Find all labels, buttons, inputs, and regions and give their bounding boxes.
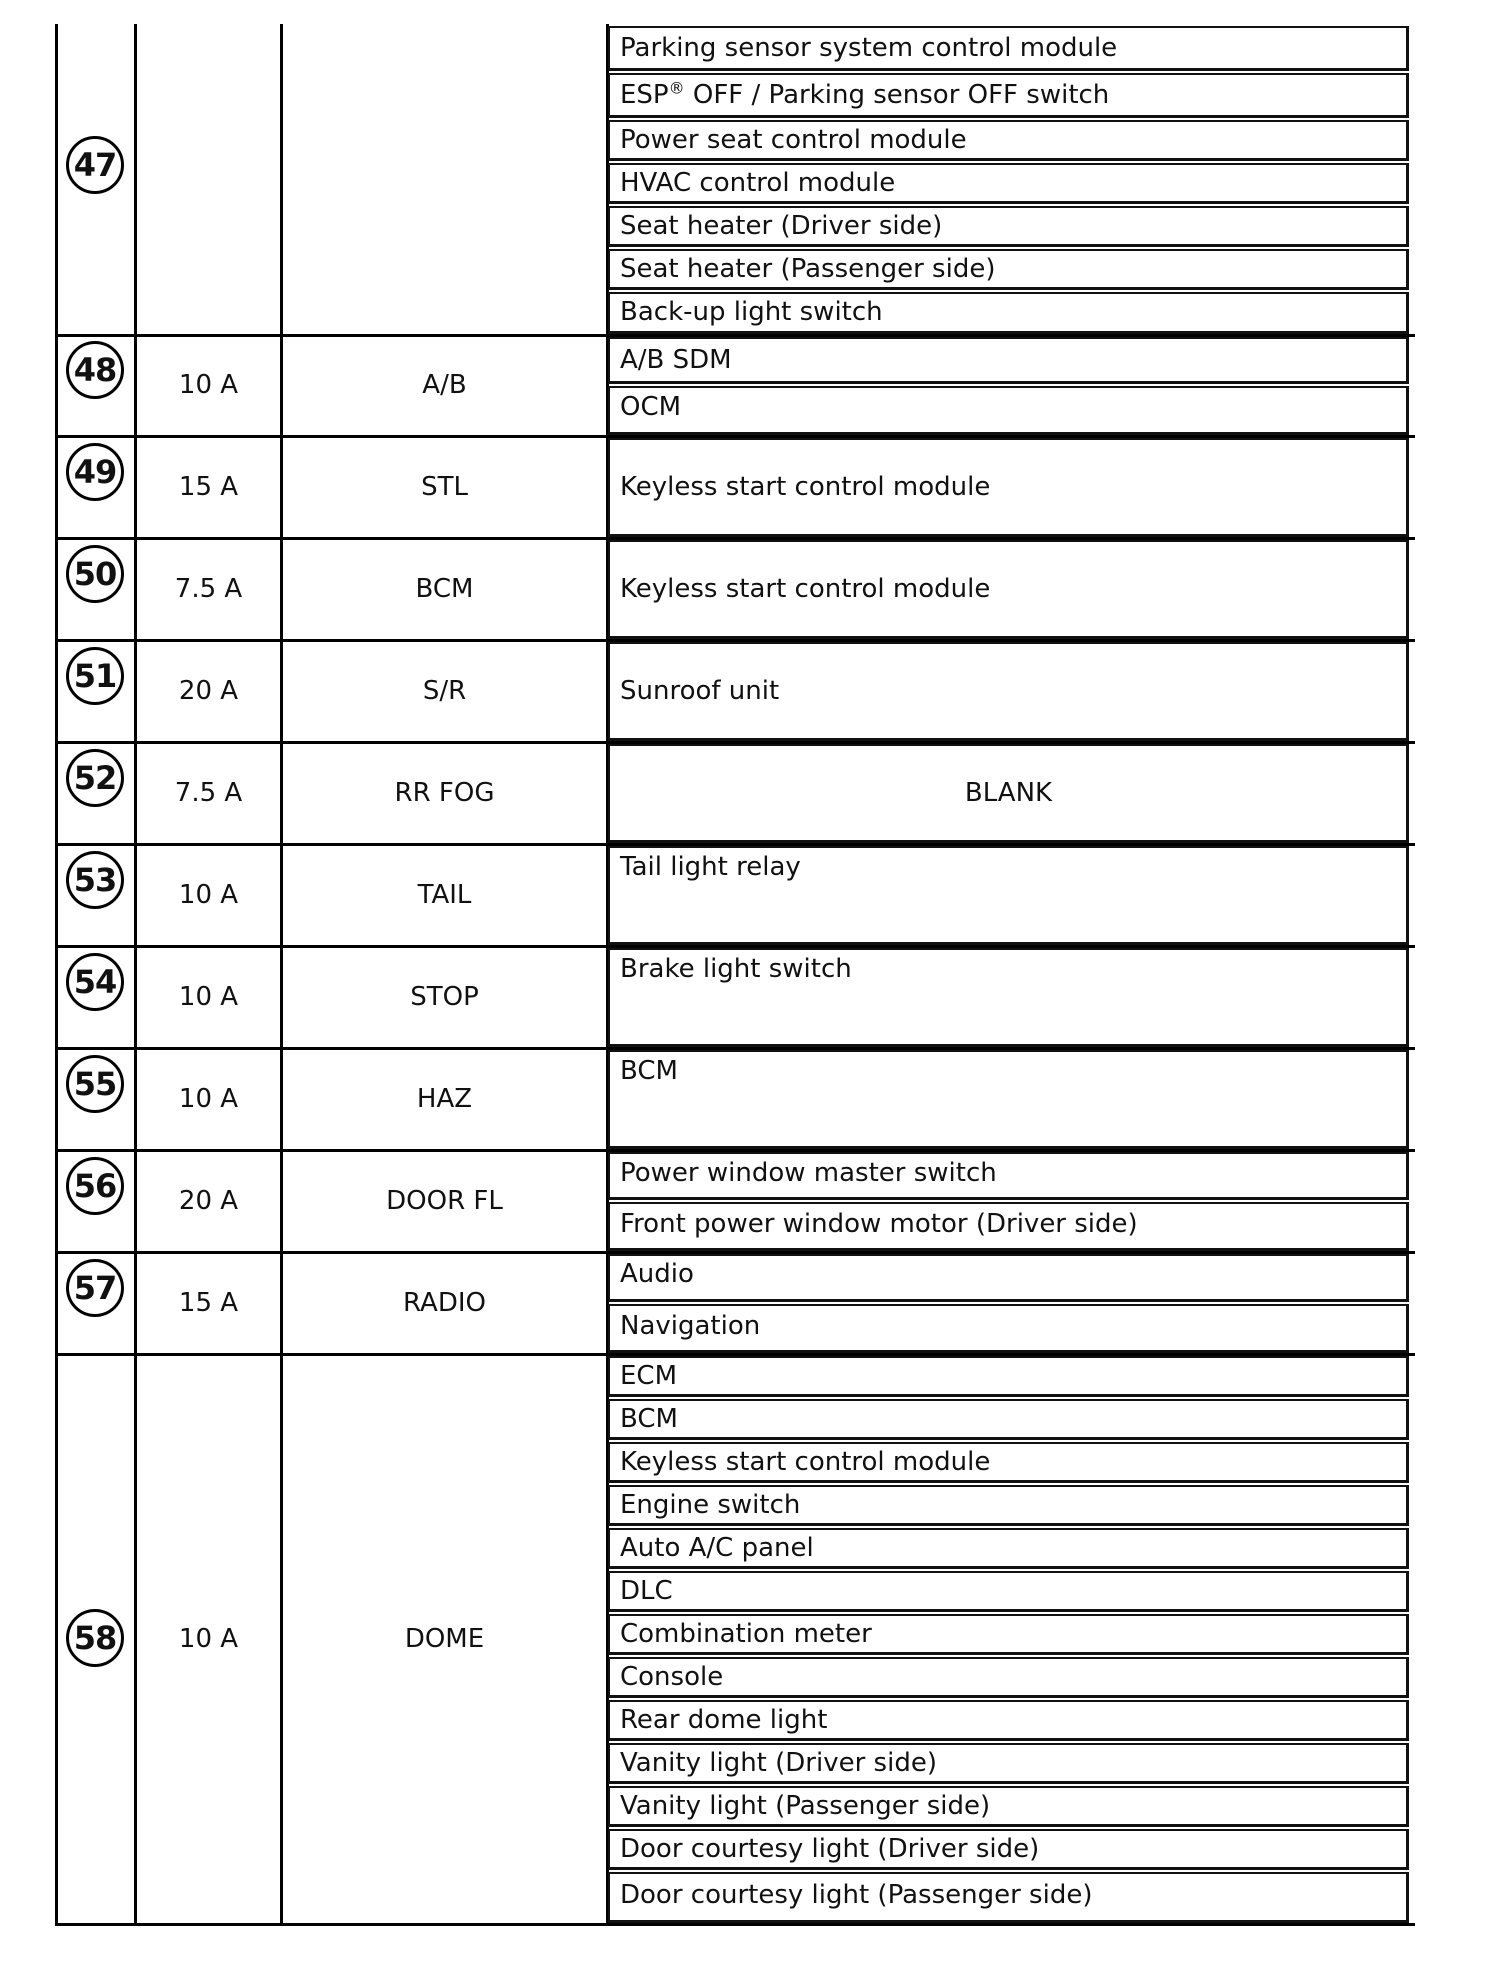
fuse-label: DOOR FL	[386, 1186, 503, 1216]
fuse-number-badge: 56	[66, 1157, 124, 1215]
amperage-value: 10 A	[178, 1084, 239, 1114]
fuse-number-badge: 53	[66, 851, 124, 909]
circuit-text: A/B SDM	[620, 345, 732, 375]
blank-text: BLANK	[964, 778, 1053, 808]
fuse-number-badge: 58	[66, 1609, 124, 1667]
circuit-cell	[608, 1571, 1409, 1612]
circuit-text: Door courtesy light (Driver side)	[620, 1834, 1040, 1864]
circuit-text: Vanity light (Driver side)	[620, 1748, 937, 1778]
circuit-text: Power seat control module	[620, 125, 967, 155]
circuit-text: Keyless start control module	[620, 472, 991, 502]
fuse-label: TAIL	[417, 880, 472, 910]
fuse-number-badge: 57	[66, 1259, 124, 1317]
circuit-text: Combination meter	[620, 1619, 872, 1649]
fuse-number-badge: 55	[66, 1055, 124, 1113]
circuit-text: Brake light switch	[620, 954, 852, 984]
fuse-number-badge: 50	[66, 545, 124, 603]
circuit-text: BCM	[620, 1404, 678, 1434]
circuit-text: Door courtesy light (Passenger side)	[620, 1880, 1093, 1910]
circuit-text: Power window master switch	[620, 1158, 997, 1188]
circuit-text: BCM	[620, 1056, 678, 1086]
circuit-cell	[608, 386, 1409, 435]
circuit-text: Front power window motor (Driver side)	[620, 1209, 1138, 1239]
circuit-text: HVAC control module	[620, 168, 896, 198]
fuse-number-badge: 51	[66, 647, 124, 705]
circuit-text: Tail light relay	[620, 852, 801, 882]
circuit-text: Sunroof unit	[620, 676, 780, 706]
circuit-text: Audio	[620, 1259, 694, 1289]
amperage-value: 20 A	[178, 676, 239, 706]
circuit-text	[620, 80, 1109, 110]
circuit-text: Rear dome light	[620, 1705, 828, 1735]
circuit-cell	[608, 1399, 1409, 1440]
circuit-text: Seat heater (Driver side)	[620, 211, 943, 241]
amperage-value: 7.5 A	[174, 574, 243, 604]
circuit-text: Engine switch	[620, 1490, 801, 1520]
fuse-label: DOME	[404, 1624, 485, 1654]
circuit-text: Navigation	[620, 1311, 761, 1341]
circuit-text: Auto A/C panel	[620, 1533, 814, 1563]
amperage-value: 10 A	[178, 370, 239, 400]
circuit-text: Console	[620, 1662, 724, 1692]
fuse-label: STOP	[410, 982, 479, 1012]
circuit-text: DLC	[620, 1576, 673, 1606]
amperage-value: 20 A	[178, 1186, 239, 1216]
fuse-label: A/B	[422, 370, 467, 400]
fuse-number-badge: 52	[66, 749, 124, 807]
circuit-cell	[608, 1356, 1409, 1397]
amperage-value: 10 A	[178, 1624, 239, 1654]
table-bottom-border	[55, 1923, 1415, 1926]
circuit-cell	[608, 1050, 1409, 1149]
circuit-text: ECM	[620, 1361, 678, 1391]
circuit-text: Keyless start control module	[620, 1447, 991, 1477]
fuse-number-badge: 48	[66, 341, 124, 399]
registered-mark: ®	[668, 78, 685, 98]
fuse-label: STL	[421, 472, 468, 502]
fuse-number-badge: 54	[66, 953, 124, 1011]
amperage-value: 10 A	[178, 880, 239, 910]
fuse-label: S/R	[422, 676, 467, 706]
circuit-cell	[608, 1254, 1409, 1302]
circuit-text: Parking sensor system control module	[620, 33, 1118, 63]
fuse-label: BCM	[415, 574, 474, 604]
amperage-value: 7.5 A	[174, 778, 243, 808]
circuit-text-esp: ESP	[620, 80, 669, 110]
circuit-text: OCM	[620, 392, 682, 422]
fuse-label: RADIO	[403, 1288, 486, 1318]
circuit-text: Back-up light switch	[620, 297, 883, 327]
circuit-cell	[608, 1657, 1409, 1698]
circuit-text: Keyless start control module	[620, 574, 991, 604]
amperage-value: 15 A	[178, 1288, 239, 1318]
fuse-number-badge: 47	[66, 136, 124, 194]
fuse-number-badge: 49	[66, 443, 124, 501]
amperage-value: 15 A	[178, 472, 239, 502]
fuse-label: RR FOG	[394, 778, 495, 808]
fuse-label: HAZ	[416, 1084, 473, 1114]
circuit-text-esp-rest: OFF / Parking sensor OFF switch	[684, 80, 1110, 110]
table-left-border	[55, 24, 58, 1926]
circuit-text: Seat heater (Passenger side)	[620, 254, 996, 284]
circuit-text: Vanity light (Passenger side)	[620, 1791, 991, 1821]
amperage-value: 10 A	[178, 982, 239, 1012]
